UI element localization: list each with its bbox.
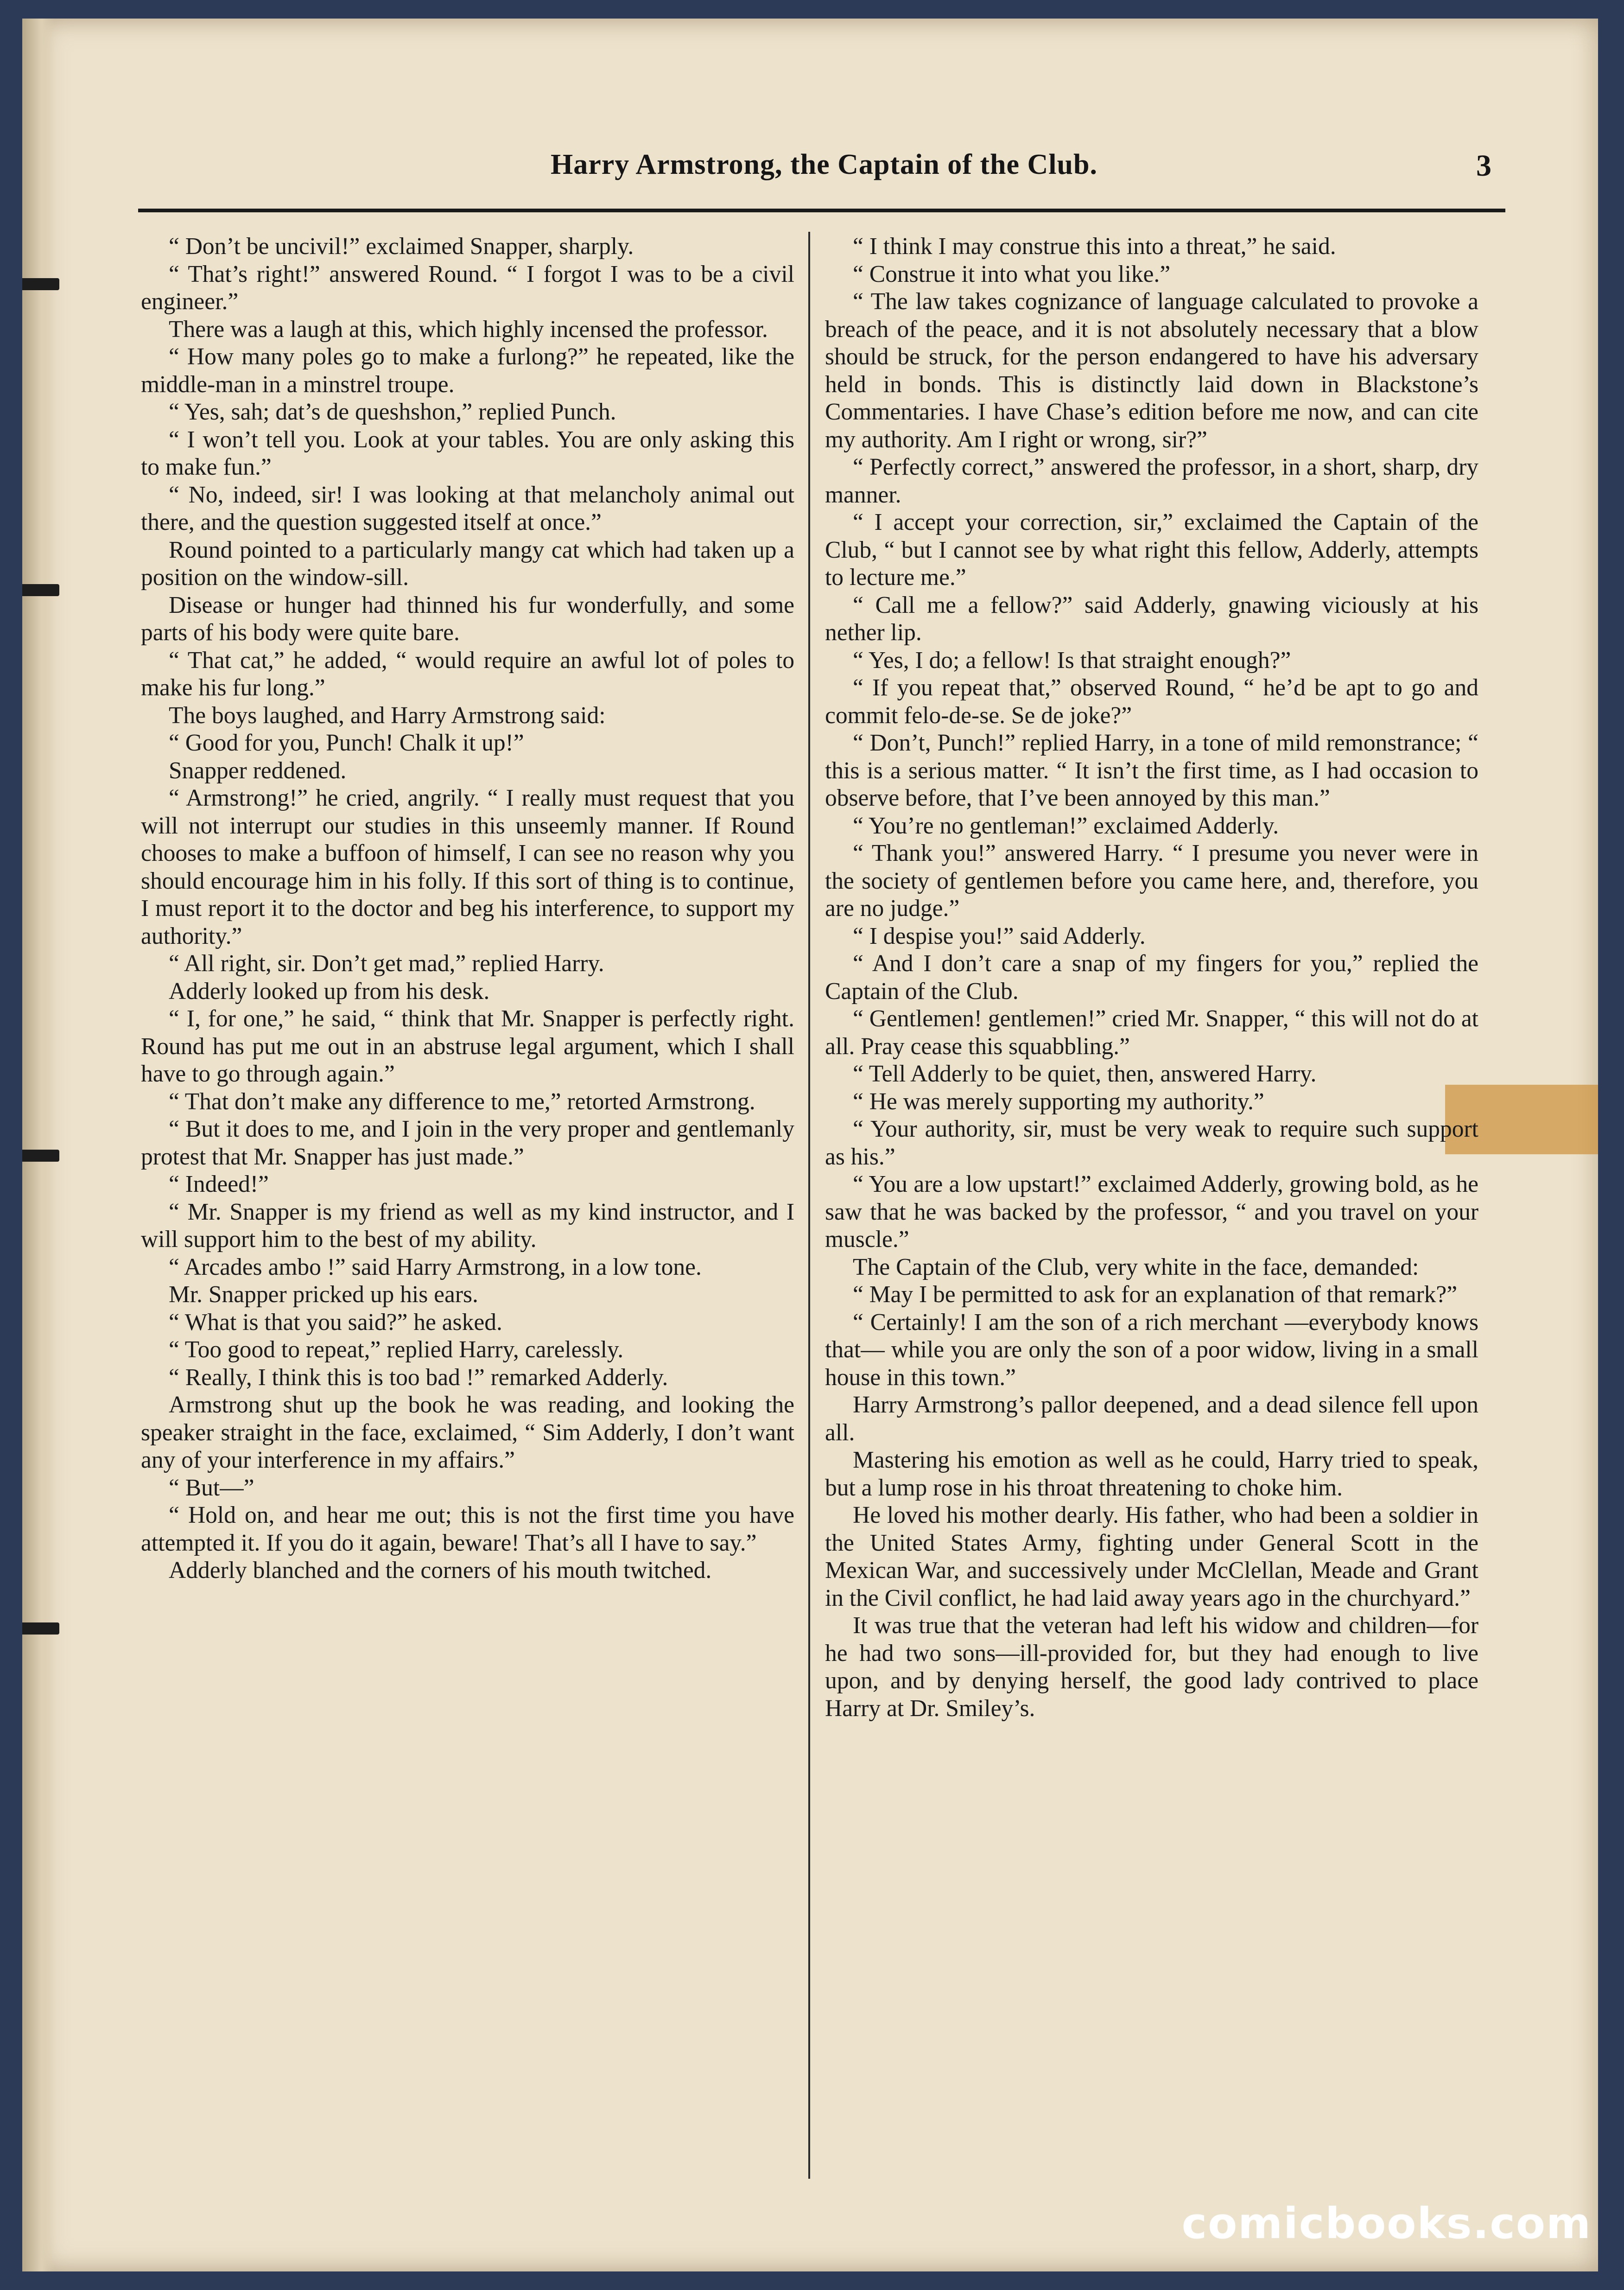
paragraph: “ Arcades ambo !” said Harry Armstrong, in a low tone. — [169, 1253, 702, 1280]
paragraph: “ What is that you said?” he asked. — [169, 1309, 502, 1336]
paragraph: “ Gentlemen! gentlemen!” cried Mr. Snapper, “ this will not do at all. Pray cease this squabbling.” — [825, 1005, 1478, 1060]
header-rule — [138, 209, 1505, 212]
paragraph: “ All right, sir. Don’t get mad,” replied Harry. — [169, 950, 604, 977]
paragraph: “ Yes, sah; dat’s de queshshon,” replied Punch. — [169, 399, 616, 425]
right-column — [825, 233, 1478, 1722]
paragraph: “ No, indeed, sir! I was looking at that melancholy animal out there, and the question suggested itself at once.” — [141, 481, 794, 535]
paragraph: “ Mr. Snapper is my friend as well as my kind instructor, and I will support him to the best of my ability. — [141, 1198, 794, 1253]
paragraph: “ Good for you, Punch! Chalk it up!” — [169, 730, 524, 756]
paragraph: “ I think I may construe this into a threat,” he said. — [853, 233, 1336, 260]
watermark: comicbooks.com — [1181, 2199, 1592, 2248]
paragraph: “ You’re no gentleman!” exclaimed Adderly. — [853, 812, 1279, 839]
paragraph: “ That’s right!” answered Round. “ I forgot I was to be a civil engineer.” — [141, 261, 794, 315]
paragraph: “ Perfectly correct,” answered the professor, in a short, sharp, dry manner. — [825, 454, 1478, 508]
paragraph: Adderly blanched and the corners of his mouth twitched. — [169, 1557, 712, 1584]
paragraph: “ Really, I think this is too bad !” remarked Adderly. — [169, 1364, 668, 1391]
paragraph: Disease or hunger had thinned his fur wonderfully, and some parts of his body were quite bare. — [141, 592, 794, 646]
paragraph: “ Yes, I do; a fellow! Is that straight enough?” — [853, 647, 1291, 674]
column-divider — [808, 232, 810, 2179]
binding-stitch — [22, 278, 59, 290]
paragraph: “ The law takes cognizance of language calculated to provoke a breach of the peace, and it is not absolutely necessary that a blow should be struck, for the person endangered to have his adversary held in bonds. This is distinctly laid down in Blackstone’s Commentaries. I have Chase’s edition before me now, and can cite my authority. Am I right or wrong, sir?” — [825, 288, 1478, 453]
paragraph: The boys laughed, and Harry Armstrong said: — [169, 702, 606, 729]
paragraph: “ If you repeat that,” observed Round, “ he’d be apt to go and commit felo-de-se. Se de joke?” — [825, 674, 1478, 729]
binding-stitch — [22, 1150, 59, 1162]
paragraph: “ May I be permitted to ask for an explanation of that remark?” — [853, 1281, 1458, 1308]
paragraph: “ Too good to repeat,” replied Harry, carelessly. — [169, 1336, 624, 1363]
paragraph: “ I accept your correction, sir,” exclaimed the Captain of the Club, “ but I cannot see by what right this fellow, Adderly, attempts to lecture me.” — [825, 509, 1478, 591]
paragraph: The Captain of the Club, very white in the face, demanded: — [853, 1253, 1419, 1280]
paragraph: “ Your authority, sir, must be very weak to require such support as his.” — [825, 1116, 1478, 1170]
paragraph: There was a laugh at this, which highly incensed the professor. — [169, 316, 768, 343]
binding-stitch — [22, 1622, 59, 1635]
paragraph: “ I won’t tell you. Look at your tables. You are only asking this to make fun.” — [141, 426, 794, 480]
paragraph: Harry Armstrong’s pallor deepened, and a dead silence fell upon all. — [825, 1392, 1478, 1446]
paragraph: It was true that the veteran had left his widow and children—for he had two sons—ill-provided for, but they had enough to live upon, and by denying herself, the good lady contrived to place Harry at Dr. Smiley’s. — [825, 1612, 1478, 1722]
paragraph: Mr. Snapper pricked up his ears. — [169, 1281, 478, 1308]
paragraph: “ Call me a fellow?” said Adderly, gnawing viciously at his nether lip. — [825, 592, 1478, 646]
paragraph: “ He was merely supporting my authority.” — [853, 1088, 1264, 1115]
paragraph: “ You are a low upstart!” exclaimed Adderly, growing bold, as he saw that he was backed by the professor, “ and you travel on your muscle.” — [825, 1171, 1478, 1253]
paragraph: “ That don’t make any difference to me,” retorted Armstrong. — [169, 1088, 755, 1115]
book-page — [22, 19, 1598, 2271]
paragraph: “ I despise you!” said Adderly. — [853, 922, 1146, 949]
paragraph: “ How many poles go to make a furlong?” he repeated, like the middle-man in a minstrel troupe. — [141, 344, 794, 398]
paragraph: Adderly looked up from his desk. — [169, 978, 490, 1005]
paragraph: “ Indeed!” — [169, 1171, 269, 1197]
paragraph: He loved his mother dearly. His father, who had been a soldier in the United States Army, fighting under General Scott in the Mexican War, and successively under McClellan, Meade and Grant in the Civil conflict, he had laid away years ago in the churchyard.” — [825, 1502, 1478, 1611]
paragraph: Round pointed to a particularly mangy cat which had taken up a position on the window-sill. — [141, 536, 794, 591]
paragraph: “ But it does to me, and I join in the very proper and gentlemanly protest that Mr. Snapper has just made.” — [141, 1116, 794, 1170]
paragraph: “ But—” — [169, 1474, 254, 1501]
paragraph: “ That cat,” he added, “ would require an awful lot of poles to make his fur long.” — [141, 647, 794, 701]
binding-stitch — [22, 584, 59, 596]
paragraph: Mastering his emotion as well as he could, Harry tried to speak, but a lump rose in his throat threatening to choke him. — [825, 1447, 1478, 1501]
paragraph: Armstrong shut up the book he was reading, and looking the speaker straight in the face, exclaimed, “ Sim Adderly, I don’t want any of your interference in my affairs.” — [141, 1392, 794, 1473]
left-column — [141, 233, 794, 1584]
paragraph: “ Don’t be uncivil!” exclaimed Snapper, sharply. — [169, 233, 634, 260]
paragraph: Snapper reddened. — [169, 757, 347, 784]
running-header: Harry Armstrong, the Captain of the Club. — [551, 149, 1097, 180]
paragraph: “ Tell Adderly to be quiet, then, answered Harry. — [853, 1061, 1317, 1087]
paragraph: “ And I don’t care a snap of my fingers for you,” replied the Captain of the Club. — [825, 950, 1478, 1005]
page-number: 3 — [1476, 149, 1491, 183]
paragraph: “ Thank you!” answered Harry. “ I presume you never were in the society of gentlemen before you came here, and, therefore, you are no judge.” — [825, 840, 1478, 922]
paragraph: “ I, for one,” he said, “ think that Mr. Snapper is perfectly right. Round has put me out in an abstruse legal argument, which I shall have to go through again.” — [141, 1005, 794, 1087]
paragraph: “ Hold on, and hear me out; this is not the first time you have attempted it. If you do it again, beware! That’s all I have to say.” — [141, 1502, 794, 1556]
page-binding — [22, 19, 55, 2271]
paragraph: “ Certainly! I am the son of a rich merchant —everybody knows that— while you are only the son of a poor widow, living in a small house in this town.” — [825, 1309, 1478, 1391]
paragraph: “ Construe it into what you like.” — [853, 261, 1171, 287]
paragraph: “ Don’t, Punch!” replied Harry, in a tone of mild remonstrance; “ this is a serious matter. “ It isn’t the first time, as I had occasion to observe before, that I’ve been annoyed by this man.” — [825, 730, 1478, 811]
paragraph: “ Armstrong!” he cried, angrily. “ I really must request that you will not interrupt our studies in this unseemly manner. If Round chooses to make a buffoon of himself, I can see no reason why you should encourage him in his folly. If this sort of thing is to continue, I must report it to the doctor and beg his interference, to support my authority.” — [141, 785, 794, 949]
